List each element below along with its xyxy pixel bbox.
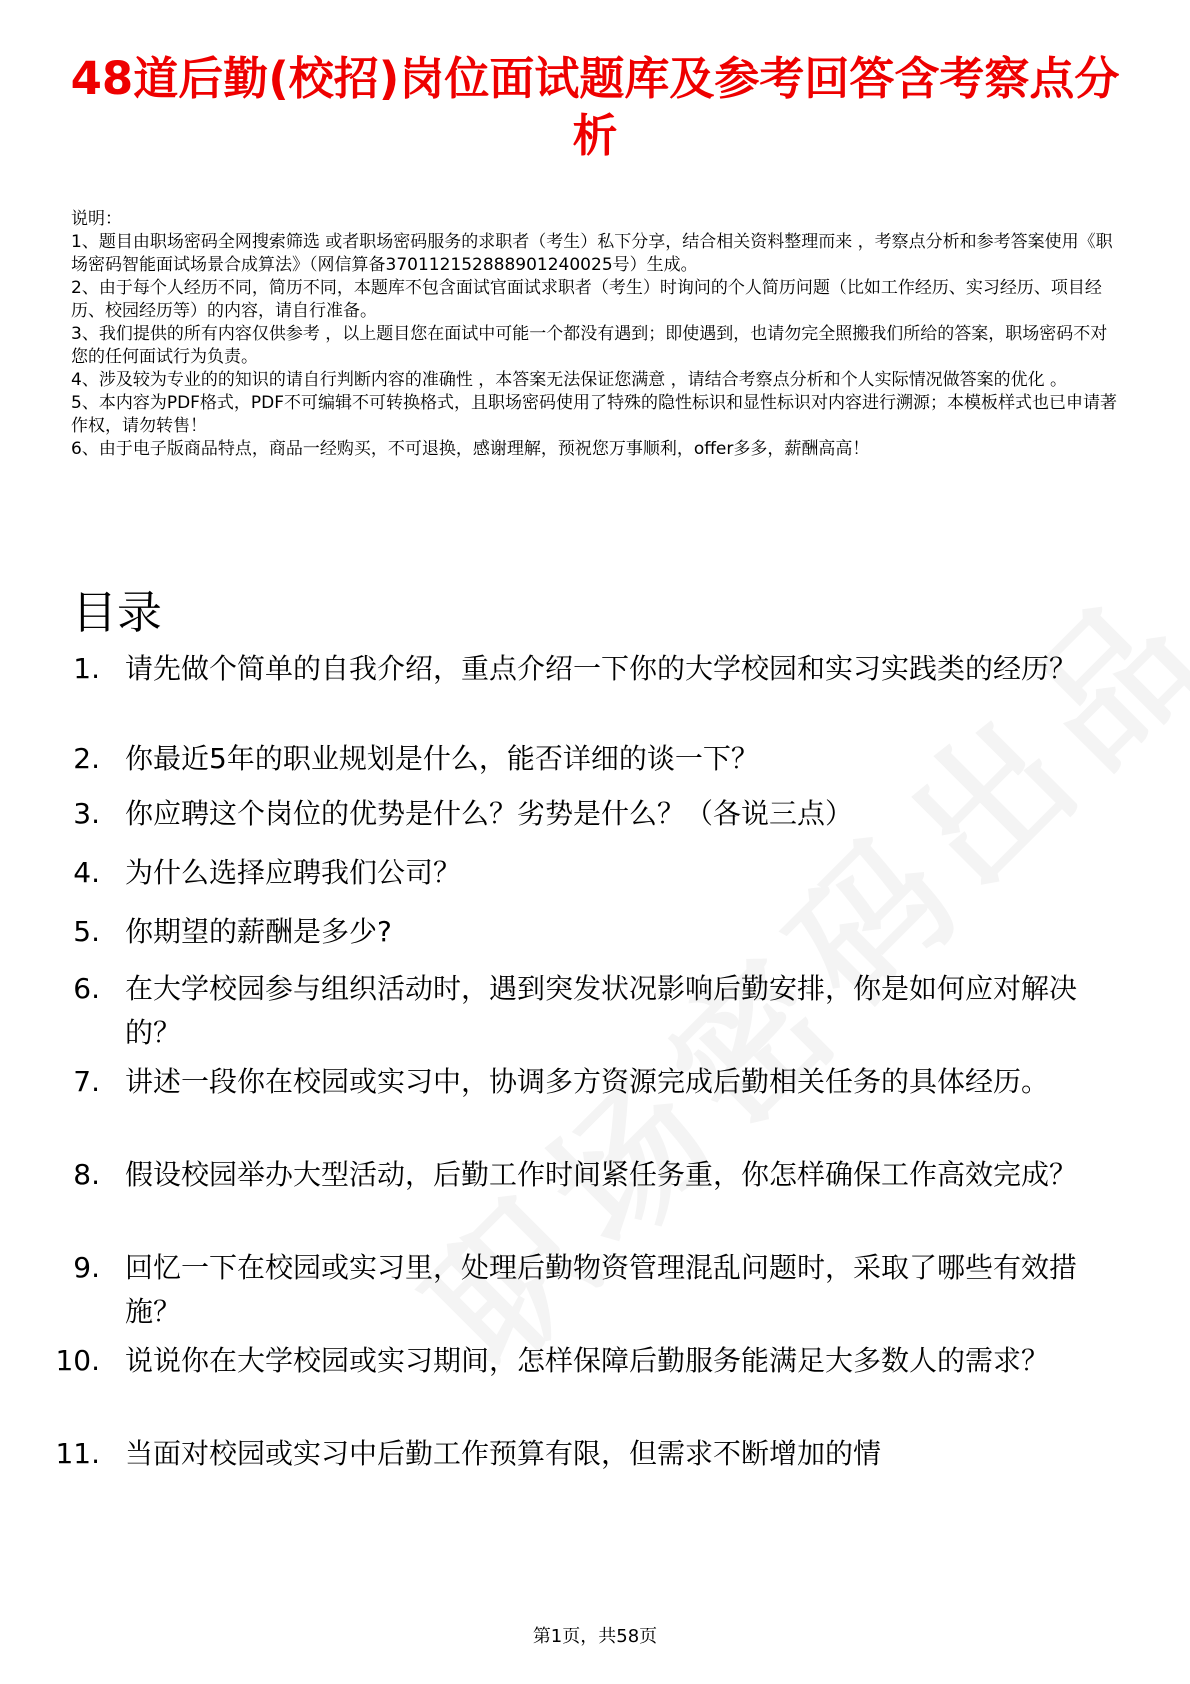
toc-item-text: 你期望的薪酬是多少?: [125, 915, 392, 948]
note-item: 6、由于电子版商品特点，商品一经购买，不可退换，感谢理解，预祝您万事顺利，offer多多，薪酬高高！: [71, 439, 870, 459]
note-item: 2、由于每个人经历不同，简历不同，本题库不包含面试官面试求职者（考生）时询问的个人简历问题（比如工作经历、实习经历、项目经历、校园经历等）的内容，请自行准备。: [71, 278, 1102, 321]
toc-item-number: 3.: [73, 797, 100, 830]
toc-item-number: 5.: [73, 915, 100, 948]
toc-item-number: 6.: [73, 972, 100, 1005]
note-item: 3、我们提供的所有内容仅供参考 ，以上题目您在面试中可能一个都没有遇到；即使遇到，也请勿完全照搬我们所给的答案，职场密码不对您的任何面试行为负责。: [71, 324, 1108, 367]
toc-item-text: 你最近5年的职业规划是什么，能否详细的谈一下？: [125, 742, 759, 775]
document-title: 48道后勤(校招)岗位面试题库及参考回答含考察点分析: [70, 52, 1120, 162]
toc-item-number: 10.: [55, 1344, 100, 1377]
toc-item-text: 为什么选择应聘我们公司？: [125, 856, 462, 889]
toc-item-text: 讲述一段你在校园或实习中，协调多方资源完成后勤相关任务的具体经历。: [125, 1065, 1050, 1098]
toc-item-text: 在大学校园参与组织活动时，遇到突发状况影响后勤安排，你是如何应对解决的？: [125, 972, 1078, 1049]
toc-item-number: 4.: [73, 856, 100, 889]
toc-item-number: 8.: [73, 1158, 100, 1191]
toc-item-text: 说说你在大学校园或实习期间，怎样保障后勤服务能满足大多数人的需求？: [125, 1344, 1050, 1377]
toc-item-text: 假设校园举办大型活动，后勤工作时间紧任务重，你怎样确保工作高效完成？: [125, 1158, 1078, 1191]
toc-item-number: 11.: [55, 1437, 100, 1470]
toc-item-text: 回忆一下在校园或实习里，处理后勤物资管理混乱问题时，采取了哪些有效措施？: [125, 1251, 1078, 1328]
toc-heading: 目录: [72, 586, 163, 639]
notes-heading: 说明：: [71, 209, 122, 229]
note-item: 1、题目由职场密码全网搜索筛选 或者职场密码服务的求职者（考生）私下分享，结合相关资料整理而来 ，考察点分析和参考答案使用《职场密码智能面试场景合成算法》（网信算备370112152888901240025号）生成。: [71, 232, 1113, 275]
toc-item-number: 7.: [73, 1065, 100, 1098]
toc-item-number: 9.: [73, 1251, 100, 1284]
note-item: 4、涉及较为专业的的知识的请自行判断内容的准确性 ，本答案无法保证您满意 ，请结合考察点分析和个人实际情况做答案的优化 。: [71, 370, 1068, 390]
toc-item-text: 请先做个简单的自我介绍，重点介绍一下你的大学校园和实习实践类的经历？: [125, 652, 1078, 685]
note-item: 5、本内容为PDF格式，PDF不可编辑不可转换格式，且职场密码使用了特殊的隐性标识和显性标识对内容进行溯源；本模板样式也已申请著作权，请勿转售！: [71, 393, 1118, 436]
page-footer: 第1页，共58页: [532, 1626, 658, 1647]
toc-item-number: 1.: [73, 652, 100, 685]
notes-section: [71, 208, 1121, 461]
toc-item-text: 你应聘这个岗位的优势是什么？劣势是什么？（各说三点）: [125, 797, 854, 830]
toc-item-text: 当面对校园或实习中后勤工作预算有限，但需求不断增加的情: [125, 1437, 882, 1470]
toc-item-number: 2.: [73, 742, 100, 775]
